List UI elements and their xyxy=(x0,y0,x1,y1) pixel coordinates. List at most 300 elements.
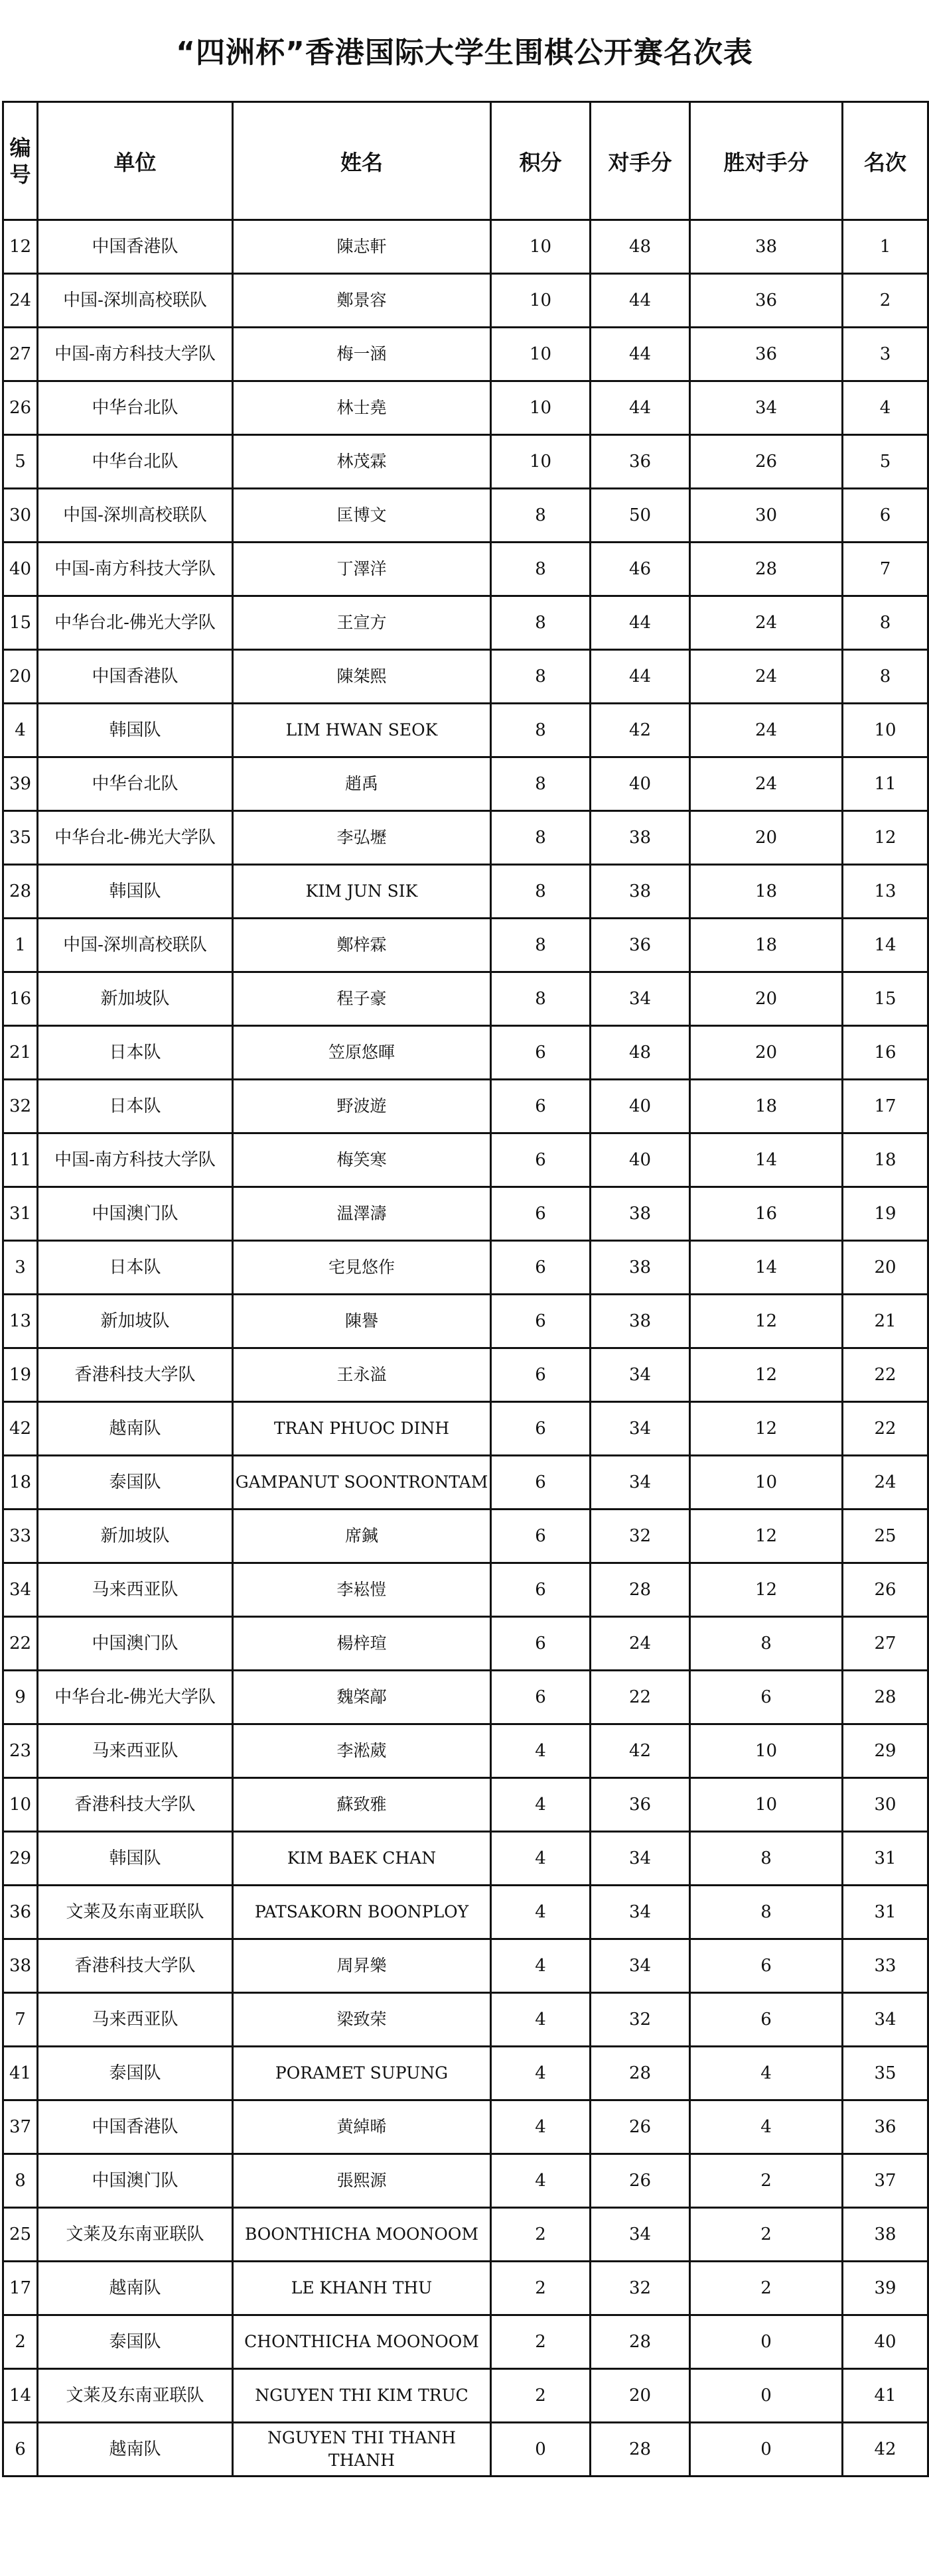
cell-win-opponent-points: 18 xyxy=(690,865,843,919)
cell-unit: 中华台北-佛光大学队 xyxy=(38,811,233,865)
cell-unit: 文莱及东南亚联队 xyxy=(38,2369,233,2423)
cell-win-opponent-points: 20 xyxy=(690,811,843,865)
cell-win-opponent-points: 24 xyxy=(690,650,843,704)
cell-rank: 28 xyxy=(843,1671,928,1724)
table-row xyxy=(3,972,928,1026)
cell-unit: 越南队 xyxy=(38,1402,233,1456)
cell-number: 13 xyxy=(3,1295,38,1348)
table-row xyxy=(3,704,928,757)
table-row xyxy=(3,1133,928,1187)
cell-rank: 15 xyxy=(843,972,928,1026)
cell-win-opponent-points: 20 xyxy=(690,972,843,1026)
cell-unit: 中国-深圳高校联队 xyxy=(38,489,233,543)
cell-name: 鄭梓霖 xyxy=(233,919,491,972)
cell-rank: 26 xyxy=(843,1563,928,1617)
cell-unit: 中国-深圳高校联队 xyxy=(38,274,233,328)
cell-number: 39 xyxy=(3,757,38,811)
cell-rank: 8 xyxy=(843,650,928,704)
cell-opponent-points: 34 xyxy=(591,1886,690,1939)
cell-points: 6 xyxy=(491,1617,591,1671)
cell-win-opponent-points: 4 xyxy=(690,2047,843,2100)
cell-win-opponent-points: 2 xyxy=(690,2208,843,2262)
cell-number: 11 xyxy=(3,1133,38,1187)
cell-rank: 42 xyxy=(843,2423,928,2477)
cell-win-opponent-points: 2 xyxy=(690,2262,843,2315)
cell-win-opponent-points: 38 xyxy=(690,220,843,274)
cell-opponent-points: 26 xyxy=(591,2154,690,2208)
cell-win-opponent-points: 0 xyxy=(690,2315,843,2369)
cell-rank: 31 xyxy=(843,1832,928,1886)
cell-number: 26 xyxy=(3,381,38,435)
cell-opponent-points: 28 xyxy=(591,2315,690,2369)
cell-rank: 6 xyxy=(843,489,928,543)
cell-opponent-points: 48 xyxy=(591,1026,690,1080)
cell-opponent-points: 50 xyxy=(591,489,690,543)
cell-rank: 1 xyxy=(843,220,928,274)
cell-opponent-points: 34 xyxy=(591,1832,690,1886)
cell-unit: 越南队 xyxy=(38,2262,233,2315)
cell-rank: 3 xyxy=(843,328,928,381)
cell-unit: 中国香港队 xyxy=(38,220,233,274)
cell-unit: 香港科技大学队 xyxy=(38,1778,233,1832)
cell-number: 4 xyxy=(3,704,38,757)
table-row xyxy=(3,757,928,811)
cell-number: 40 xyxy=(3,543,38,596)
header-unit: 单位 xyxy=(38,102,233,220)
cell-points: 6 xyxy=(491,1080,591,1133)
table-row xyxy=(3,2423,928,2477)
cell-number: 42 xyxy=(3,1402,38,1456)
cell-points: 10 xyxy=(491,274,591,328)
cell-unit: 中国澳门队 xyxy=(38,1187,233,1241)
cell-rank: 27 xyxy=(843,1617,928,1671)
cell-points: 2 xyxy=(491,2315,591,2369)
cell-number: 37 xyxy=(3,2100,38,2154)
cell-opponent-points: 34 xyxy=(591,1456,690,1510)
ranking-table xyxy=(2,101,929,2477)
cell-opponent-points: 26 xyxy=(591,2100,690,2154)
cell-rank: 34 xyxy=(843,1993,928,2047)
cell-name: 陳志軒 xyxy=(233,220,491,274)
cell-opponent-points: 44 xyxy=(591,328,690,381)
cell-name: 王永溢 xyxy=(233,1348,491,1402)
table-body xyxy=(3,220,928,2477)
cell-number: 18 xyxy=(3,1456,38,1510)
cell-rank: 5 xyxy=(843,435,928,489)
header-win-opponent-points: 胜对手分 xyxy=(690,102,843,220)
cell-number: 6 xyxy=(3,2423,38,2477)
cell-win-opponent-points: 12 xyxy=(690,1348,843,1402)
cell-points: 8 xyxy=(491,865,591,919)
table-row xyxy=(3,435,928,489)
cell-opponent-points: 34 xyxy=(591,1402,690,1456)
cell-name: 蘇致雅 xyxy=(233,1778,491,1832)
cell-opponent-points: 38 xyxy=(591,865,690,919)
header-row xyxy=(3,102,928,220)
cell-name: 笠原悠暉 xyxy=(233,1026,491,1080)
cell-win-opponent-points: 8 xyxy=(690,1617,843,1671)
cell-points: 6 xyxy=(491,1563,591,1617)
cell-win-opponent-points: 26 xyxy=(690,435,843,489)
cell-win-opponent-points: 10 xyxy=(690,1778,843,1832)
cell-win-opponent-points: 2 xyxy=(690,2154,843,2208)
cell-rank: 10 xyxy=(843,704,928,757)
cell-unit: 中国澳门队 xyxy=(38,1617,233,1671)
cell-name: 王宣方 xyxy=(233,596,491,650)
cell-unit: 中国香港队 xyxy=(38,650,233,704)
cell-number: 22 xyxy=(3,1617,38,1671)
cell-points: 2 xyxy=(491,2208,591,2262)
cell-opponent-points: 44 xyxy=(591,596,690,650)
cell-name: 李淞葳 xyxy=(233,1724,491,1778)
cell-number: 27 xyxy=(3,328,38,381)
table-row xyxy=(3,1402,928,1456)
cell-unit: 中国-南方科技大学队 xyxy=(38,543,233,596)
cell-number: 31 xyxy=(3,1187,38,1241)
table-row xyxy=(3,2369,928,2423)
cell-rank: 22 xyxy=(843,1348,928,1402)
table-row xyxy=(3,1778,928,1832)
cell-unit: 日本队 xyxy=(38,1241,233,1295)
cell-rank: 25 xyxy=(843,1510,928,1563)
cell-win-opponent-points: 28 xyxy=(690,543,843,596)
cell-number: 20 xyxy=(3,650,38,704)
cell-name: 程子豪 xyxy=(233,972,491,1026)
table-row xyxy=(3,381,928,435)
cell-name: KIM BAEK CHAN xyxy=(233,1832,491,1886)
cell-name: PORAMET SUPUNG xyxy=(233,2047,491,2100)
cell-name: 宅見悠作 xyxy=(233,1241,491,1295)
cell-number: 36 xyxy=(3,1886,38,1939)
cell-opponent-points: 34 xyxy=(591,1939,690,1993)
cell-opponent-points: 36 xyxy=(591,919,690,972)
cell-points: 10 xyxy=(491,328,591,381)
cell-rank: 39 xyxy=(843,2262,928,2315)
table-row xyxy=(3,2100,928,2154)
cell-rank: 20 xyxy=(843,1241,928,1295)
cell-name: 林士堯 xyxy=(233,381,491,435)
cell-win-opponent-points: 20 xyxy=(690,1026,843,1080)
cell-points: 4 xyxy=(491,1939,591,1993)
cell-win-opponent-points: 12 xyxy=(690,1563,843,1617)
cell-number: 8 xyxy=(3,2154,38,2208)
cell-opponent-points: 38 xyxy=(591,1241,690,1295)
table-row xyxy=(3,1993,928,2047)
table-row xyxy=(3,2262,928,2315)
cell-opponent-points: 40 xyxy=(591,757,690,811)
cell-points: 4 xyxy=(491,1778,591,1832)
cell-win-opponent-points: 0 xyxy=(690,2423,843,2477)
cell-rank: 41 xyxy=(843,2369,928,2423)
cell-number: 3 xyxy=(3,1241,38,1295)
cell-win-opponent-points: 36 xyxy=(690,328,843,381)
cell-unit: 香港科技大学队 xyxy=(38,1348,233,1402)
cell-points: 8 xyxy=(491,972,591,1026)
cell-rank: 33 xyxy=(843,1939,928,1993)
cell-name: TRAN PHUOC DINH xyxy=(233,1402,491,1456)
table-row xyxy=(3,220,928,274)
cell-name: 丁澤洋 xyxy=(233,543,491,596)
cell-win-opponent-points: 6 xyxy=(690,1671,843,1724)
cell-opponent-points: 20 xyxy=(591,2369,690,2423)
cell-rank: 4 xyxy=(843,381,928,435)
table-row xyxy=(3,1832,928,1886)
cell-number: 5 xyxy=(3,435,38,489)
cell-win-opponent-points: 6 xyxy=(690,1939,843,1993)
cell-unit: 泰国队 xyxy=(38,1456,233,1510)
cell-points: 8 xyxy=(491,489,591,543)
cell-rank: 22 xyxy=(843,1402,928,1456)
table-row xyxy=(3,2047,928,2100)
cell-name: 李弘壢 xyxy=(233,811,491,865)
cell-rank: 31 xyxy=(843,1886,928,1939)
cell-points: 2 xyxy=(491,2262,591,2315)
cell-number: 9 xyxy=(3,1671,38,1724)
cell-win-opponent-points: 4 xyxy=(690,2100,843,2154)
cell-points: 2 xyxy=(491,2369,591,2423)
cell-opponent-points: 32 xyxy=(591,2262,690,2315)
header-name: 姓名 xyxy=(233,102,491,220)
cell-number: 1 xyxy=(3,919,38,972)
cell-name: BOONTHICHA MOONOOM xyxy=(233,2208,491,2262)
table-row xyxy=(3,1617,928,1671)
cell-points: 6 xyxy=(491,1295,591,1348)
cell-points: 10 xyxy=(491,381,591,435)
table-row xyxy=(3,919,928,972)
cell-name: NGUYEN THI KIM TRUC xyxy=(233,2369,491,2423)
cell-opponent-points: 32 xyxy=(591,1510,690,1563)
cell-win-opponent-points: 24 xyxy=(690,757,843,811)
cell-points: 4 xyxy=(491,1724,591,1778)
cell-unit: 中华台北-佛光大学队 xyxy=(38,596,233,650)
cell-number: 23 xyxy=(3,1724,38,1778)
cell-number: 10 xyxy=(3,1778,38,1832)
cell-win-opponent-points: 16 xyxy=(690,1187,843,1241)
cell-opponent-points: 44 xyxy=(591,381,690,435)
table-row xyxy=(3,1295,928,1348)
cell-points: 6 xyxy=(491,1456,591,1510)
cell-name: 鄭景容 xyxy=(233,274,491,328)
cell-number: 21 xyxy=(3,1026,38,1080)
cell-points: 4 xyxy=(491,2100,591,2154)
cell-unit: 马来西亚队 xyxy=(38,1993,233,2047)
cell-points: 6 xyxy=(491,1026,591,1080)
cell-unit: 新加坡队 xyxy=(38,1510,233,1563)
header-points: 积分 xyxy=(491,102,591,220)
cell-name: LIM HWAN SEOK xyxy=(233,704,491,757)
cell-opponent-points: 36 xyxy=(591,435,690,489)
table-row xyxy=(3,2154,928,2208)
table-row xyxy=(3,274,928,328)
cell-rank: 18 xyxy=(843,1133,928,1187)
cell-win-opponent-points: 6 xyxy=(690,1993,843,2047)
table-row xyxy=(3,865,928,919)
cell-unit: 新加坡队 xyxy=(38,972,233,1026)
cell-unit: 中国-南方科技大学队 xyxy=(38,328,233,381)
table-row xyxy=(3,811,928,865)
table-row xyxy=(3,1456,928,1510)
cell-opponent-points: 44 xyxy=(591,274,690,328)
cell-opponent-points: 22 xyxy=(591,1671,690,1724)
cell-unit: 中国-深圳高校联队 xyxy=(38,919,233,972)
cell-unit: 马来西亚队 xyxy=(38,1724,233,1778)
table-row xyxy=(3,1348,928,1402)
cell-opponent-points: 28 xyxy=(591,2047,690,2100)
cell-name: NGUYEN THI THANH THANH xyxy=(233,2423,491,2477)
cell-number: 12 xyxy=(3,220,38,274)
header-rank: 名次 xyxy=(843,102,928,220)
cell-name: 陳譽 xyxy=(233,1295,491,1348)
cell-number: 32 xyxy=(3,1080,38,1133)
cell-number: 38 xyxy=(3,1939,38,1993)
table-row xyxy=(3,1510,928,1563)
cell-name: 席鍼 xyxy=(233,1510,491,1563)
cell-name: LE KHANH THU xyxy=(233,2262,491,2315)
cell-rank: 36 xyxy=(843,2100,928,2154)
cell-number: 19 xyxy=(3,1348,38,1402)
cell-name: 張熙源 xyxy=(233,2154,491,2208)
cell-number: 34 xyxy=(3,1563,38,1617)
cell-rank: 21 xyxy=(843,1295,928,1348)
cell-points: 6 xyxy=(491,1671,591,1724)
cell-rank: 38 xyxy=(843,2208,928,2262)
cell-opponent-points: 34 xyxy=(591,1348,690,1402)
cell-win-opponent-points: 24 xyxy=(690,704,843,757)
cell-name: 林茂霖 xyxy=(233,435,491,489)
cell-points: 6 xyxy=(491,1133,591,1187)
cell-rank: 40 xyxy=(843,2315,928,2369)
cell-opponent-points: 42 xyxy=(591,1724,690,1778)
table-row xyxy=(3,1671,928,1724)
cell-win-opponent-points: 12 xyxy=(690,1402,843,1456)
cell-rank: 24 xyxy=(843,1456,928,1510)
cell-points: 8 xyxy=(491,811,591,865)
cell-opponent-points: 34 xyxy=(591,972,690,1026)
cell-win-opponent-points: 36 xyxy=(690,274,843,328)
cell-number: 14 xyxy=(3,2369,38,2423)
cell-win-opponent-points: 24 xyxy=(690,596,843,650)
page-title: “四洲杯”香港国际大学生围棋公开赛名次表 xyxy=(176,36,753,70)
cell-rank: 29 xyxy=(843,1724,928,1778)
table-row xyxy=(3,1563,928,1617)
cell-name: 梁致荣 xyxy=(233,1993,491,2047)
cell-number: 35 xyxy=(3,811,38,865)
cell-opponent-points: 42 xyxy=(591,704,690,757)
cell-unit: 中华台北队 xyxy=(38,757,233,811)
cell-rank: 16 xyxy=(843,1026,928,1080)
cell-rank: 30 xyxy=(843,1778,928,1832)
cell-points: 6 xyxy=(491,1241,591,1295)
cell-points: 8 xyxy=(491,650,591,704)
cell-rank: 19 xyxy=(843,1187,928,1241)
cell-points: 8 xyxy=(491,704,591,757)
cell-win-opponent-points: 12 xyxy=(690,1510,843,1563)
cell-opponent-points: 34 xyxy=(591,2208,690,2262)
cell-opponent-points: 38 xyxy=(591,1295,690,1348)
cell-number: 30 xyxy=(3,489,38,543)
cell-opponent-points: 28 xyxy=(591,2423,690,2477)
cell-opponent-points: 44 xyxy=(591,650,690,704)
table-row xyxy=(3,1939,928,1993)
cell-name: 梅笑寒 xyxy=(233,1133,491,1187)
cell-win-opponent-points: 10 xyxy=(690,1724,843,1778)
cell-name: 野波遊 xyxy=(233,1080,491,1133)
cell-points: 6 xyxy=(491,1187,591,1241)
cell-opponent-points: 40 xyxy=(591,1080,690,1133)
table-row xyxy=(3,2208,928,2262)
cell-rank: 2 xyxy=(843,274,928,328)
cell-opponent-points: 38 xyxy=(591,811,690,865)
cell-unit: 中国香港队 xyxy=(38,2100,233,2154)
table-row xyxy=(3,1026,928,1080)
cell-number: 24 xyxy=(3,274,38,328)
cell-name: 梅一涵 xyxy=(233,328,491,381)
table-row xyxy=(3,2315,928,2369)
cell-number: 33 xyxy=(3,1510,38,1563)
cell-opponent-points: 28 xyxy=(591,1563,690,1617)
cell-unit: 中国-南方科技大学队 xyxy=(38,1133,233,1187)
cell-win-opponent-points: 14 xyxy=(690,1241,843,1295)
cell-points: 4 xyxy=(491,1886,591,1939)
table-row xyxy=(3,1886,928,1939)
cell-rank: 37 xyxy=(843,2154,928,2208)
cell-win-opponent-points: 12 xyxy=(690,1295,843,1348)
cell-win-opponent-points: 18 xyxy=(690,1080,843,1133)
cell-name: 楊梓瑄 xyxy=(233,1617,491,1671)
cell-number: 25 xyxy=(3,2208,38,2262)
cell-unit: 韩国队 xyxy=(38,704,233,757)
cell-rank: 17 xyxy=(843,1080,928,1133)
cell-name: KIM JUN SIK xyxy=(233,865,491,919)
cell-points: 6 xyxy=(491,1348,591,1402)
cell-points: 4 xyxy=(491,1832,591,1886)
table-row xyxy=(3,650,928,704)
cell-win-opponent-points: 18 xyxy=(690,919,843,972)
cell-unit: 文莱及东南亚联队 xyxy=(38,1886,233,1939)
cell-opponent-points: 24 xyxy=(591,1617,690,1671)
cell-name: 趙禹 xyxy=(233,757,491,811)
cell-opponent-points: 36 xyxy=(591,1778,690,1832)
cell-name: 温澤濤 xyxy=(233,1187,491,1241)
cell-win-opponent-points: 30 xyxy=(690,489,843,543)
cell-opponent-points: 46 xyxy=(591,543,690,596)
cell-name: 匡博文 xyxy=(233,489,491,543)
cell-name: 魏棨鄗 xyxy=(233,1671,491,1724)
cell-points: 4 xyxy=(491,2047,591,2100)
cell-win-opponent-points: 34 xyxy=(690,381,843,435)
table-row xyxy=(3,543,928,596)
cell-win-opponent-points: 10 xyxy=(690,1456,843,1510)
table-row xyxy=(3,596,928,650)
cell-points: 4 xyxy=(491,2154,591,2208)
cell-opponent-points: 40 xyxy=(591,1133,690,1187)
cell-unit: 文莱及东南亚联队 xyxy=(38,2208,233,2262)
table-row xyxy=(3,328,928,381)
cell-win-opponent-points: 14 xyxy=(690,1133,843,1187)
cell-points: 6 xyxy=(491,1402,591,1456)
cell-number: 28 xyxy=(3,865,38,919)
cell-name: 黄綽晞 xyxy=(233,2100,491,2154)
cell-rank: 8 xyxy=(843,596,928,650)
cell-unit: 中国澳门队 xyxy=(38,2154,233,2208)
cell-points: 10 xyxy=(491,220,591,274)
cell-points: 8 xyxy=(491,543,591,596)
cell-unit: 日本队 xyxy=(38,1026,233,1080)
cell-points: 8 xyxy=(491,757,591,811)
cell-number: 41 xyxy=(3,2047,38,2100)
table-row xyxy=(3,1724,928,1778)
cell-opponent-points: 38 xyxy=(591,1187,690,1241)
